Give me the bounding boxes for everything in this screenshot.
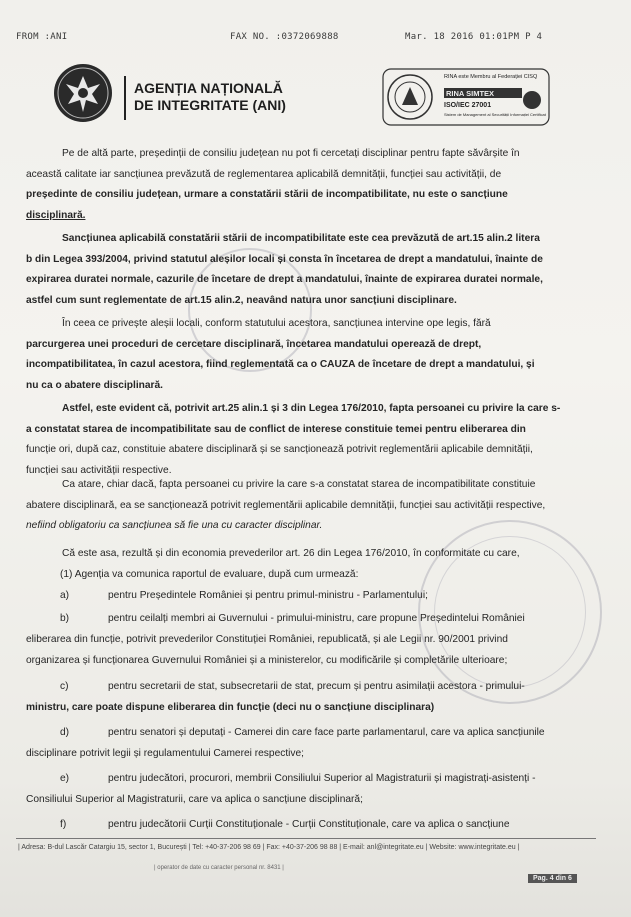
text-line: Astfel, este evident că, potrivit art.25 alin.1 și 3 din Legea 176/2010, fapta persoanei cu privire la care s- xyxy=(62,403,561,414)
cert-iso: ISO/IEC 27001 xyxy=(444,102,492,109)
text-line: nefiind obligatoriu ca sancțiunea să fie una cu caracter disciplinar. xyxy=(26,520,323,532)
list-item-label: e) xyxy=(60,773,70,784)
text-line: pentru Președintele României și pentru primul-ministru - Parlamentului; xyxy=(108,590,428,601)
cert-brand: RINA SIMTEX xyxy=(446,89,495,98)
footer-address: | Adresa: B-dul Lascăr Catargiu 15, sector 1, București | Tel: +40-37-206 98 69 | Fax: +40-37-206 98 88 | E-mail: anl@integritate.eu | Website: www.integritate.eu | xyxy=(18,844,520,851)
paragraph-1 xyxy=(26,144,606,226)
footer-divider xyxy=(16,838,596,839)
text-line: pentru secretarii de stat, subsecretarii de stat, precum și pentru asimilații acestora - primului- xyxy=(108,681,525,692)
fax-from: FROM :ANI xyxy=(16,32,68,42)
text-line: expirarea duratei normale, cazurile de încetare de drept a mandatului, înainte de expirarea duratei normale, xyxy=(26,274,543,286)
fax-date: Mar. 18 2016 01:01PM P 4 xyxy=(405,32,543,42)
text-line: abatere disciplinară, ea se sancționează potrivit reglementării aplicabile demnității, funcției sau activității respective, xyxy=(26,499,546,511)
fax-header xyxy=(16,32,591,44)
paragraph-5 xyxy=(26,475,606,537)
list-item-label: b) xyxy=(60,613,70,624)
text-line: parcurgerea unei proceduri de cercetare disciplinară, încetarea mandatului operează de drept, xyxy=(26,338,482,350)
text-line: a constatat starea de incompatibilitate sau de conflict de interese constituie temei pentru eliberarea din xyxy=(26,423,526,435)
paragraph-6 xyxy=(26,544,606,565)
document-page: FROM :ANI FAX NO. :0372069888 Mar. 18 2016 01:01PM P 4 AGENȚIA NAȚIONALĂ DE INTEGRITATE (ANI) RINA este Membru al Federației CISQ RINA SIMTEX ISO/IEC 27001 Sistem de Management al Securității Informației Certificat Pe de altă parte, președinții de consiliu județean nu pot fi cercetați disciplinar pentru fapte săvârșite în această calitate iar sancțiunea prevăzută de reglementarea aplicabilă demnității, funcției sau activității, de președinte de consiliu județean, urmare a constatării stării de incompatibilitate, nu este o sancțiune disciplinară. Sancțiunea aplicabilă constatării stării de incompatibilitate este cea prevăzută de art.15 alin.2 litera b din Legea 393/2004, privind statutul aleșilor locali și consta în încetarea de drept a mandatului, înainte de expirarea duratei normale, cazurile de încetare de drept a mandatului, înainte de expirarea duratei normale, astfel cum sunt reglementate de art.15 alin.2, neavând natura unor sancțiuni disciplinare. În ceea ce privește aleșii locali, conform statutului acestora, sancțiunea intervine ope legis, fără parcurgerea unei proceduri de cercetare disciplinară, încetarea mandatului operează de drept, incompatibilitatea, în cazul acestora, fiind reglementată ca o CAUZA de încetare de drept a mandatului, și nu ca o abatere disciplinară. Astfel, este evident că, potrivit art.25 alin.1 și 3 din Legea 176/2010, fapta persoanei cu privire la care s- a constatat starea de incompatibilitate sau de conflict de interese constituie temei pentru eliberarea din funcție ori, după caz, constituie abatere disciplinară și se sancționează potrivit reglementării aplicabile demnității, funcției sau activității respective. Ca atare, chiar dacă, fapta persoanei cu privire la care s-a constatat starea de incompatibilitate constituie abatere disciplinară, ea se sancționează potrivit reglementării aplicabile demnității, funcției sau activității respective, nefiind obligatoriu ca sancțiunea să fie una cu caracter disciplinar. Că este asa, rezultă și din economia prevederilor art. 26 din Legea 176/2010, în conformitate cu care, (1) Agenția va comunica raportul de evaluare, după cum urmează: a) pentru Președintele României și pentru primul-ministru - Parlamentului; b) pentru ceilalți membri ai Guvernului - primului-ministru, care propune Președintelui României eliberarea din funcție, potrivit prevederilor Constituției României, republicată, și ale Legii nr. 90/2001 privind organizarea și funcționarea Guvernului României și a ministerelor, cu modificările și completările ulterioare; c) pentru secretarii de stat, subsecretarii de stat, precum și pentru asimilații acestora - primului- ministru, care poate dispune eliberarea din funcție (deci nu o sancțiune disciplinara) d) pentru senatori și deputați - Camerei din care face parte parlamentarul, care va aplica sancțiunile disciplinare potrivit legii și regulamentului Camerei respective; e) pentru judecători, procurori, membrii Consiliului Superior al Magistraturii și magistrați-asistenți - Consiliului Superior al Magistraturii, care va aplica o sancțiune disciplinară; f) pentru judecătorii Curții Constituționale - Curții Constituționale, care va aplica o sancțiune | Adresa: B-dul Lascăr Catargiu 15, sector 1, București | Tel: +40-37-206 98 69 | Fax: +40-37-206 98 88 | E-mail: anl@integritate.eu | Website: www.integritate.eu | | operator de date cu caracter personal nr. 8431 | Pag. 4 din 6 xyxy=(0,0,631,917)
document-footer xyxy=(16,838,616,902)
text-line: funcției sau activității respective. xyxy=(26,464,172,476)
text-line: Că este asa, rezultă și din economia prevederilor art. 26 din Legea 176/2010, în conformitate cu care, xyxy=(62,548,520,559)
text-line: Consiliului Superior al Magistraturii, care va aplica o sancțiune disciplinară; xyxy=(26,794,363,805)
text-line: În ceea ce privește aleșii locali, conform statutului acestora, sancțiunea intervine ope legis, fără xyxy=(62,318,491,329)
text-line: pentru judecători, procurori, membrii Consiliului Superior al Magistraturii și magistrați-asistenți - xyxy=(108,773,536,784)
text-line: ministru, care poate dispune eliberarea din funcție (deci nu o sancțiune disciplinara) xyxy=(26,702,435,713)
cert-note: RINA este Membru al Federației CISQ xyxy=(444,74,538,80)
list-item-label: c) xyxy=(60,681,69,692)
paragraph-4 xyxy=(26,399,606,481)
ani-eagle-logo-icon xyxy=(52,62,114,124)
page-number-badge: Pag. 4 din 6 xyxy=(528,874,577,883)
agency-line-1: AGENȚIA NAȚIONALĂ xyxy=(134,80,283,96)
text-line: b din Legea 393/2004, privind statutul aleșilor locali și consta în încetarea de drept a mandatului, înainte de xyxy=(26,253,543,265)
text-line: organizarea și funcționarea Guvernului României și a ministerelor, cu modificările și completările ulterioare; xyxy=(26,655,508,666)
text-line: pentru senatori și deputați - Camerei din care face parte parlamentarul, care va aplica sancțiunile xyxy=(108,727,545,738)
list-item-label: a) xyxy=(60,590,70,601)
text-line: incompatibilitatea, în cazul acestora, fiind reglementată ca o CAUZA de încetare de drept a mandatului, și xyxy=(26,359,535,371)
text-line: eliberarea din funcție, potrivit prevederilor Constituției României, republicată, și ale Legii nr. 90/2001 privind xyxy=(26,634,508,645)
text-line: nu ca o abatere disciplinară. xyxy=(26,379,164,391)
paragraph-3 xyxy=(26,314,606,396)
text-line: astfel cum sunt reglementate de art.15 alin.2, neavând natura unor sancțiuni disciplinare. xyxy=(26,294,457,306)
list-item-label: f) xyxy=(60,819,67,830)
footer-operator: | operator de date cu caracter personal nr. 8431 | xyxy=(154,865,284,871)
text-line: Sancțiunea aplicabilă constatării stării de incompatibilitate este cea prevăzută de art.15 alin.2 litera xyxy=(62,233,540,244)
text-line: disciplinare potrivit legii și regulamentului Camerei respective; xyxy=(26,748,305,759)
text-line: disciplinară. xyxy=(26,209,86,221)
letterhead-divider xyxy=(124,76,126,120)
text-line: Ca atare, chiar dacă, fapta persoanei cu privire la care s-a constatat starea de incompatibilitate constituie xyxy=(62,479,536,490)
cert-iso-sub: Sistem de Management al Securității Informației Certificat xyxy=(444,112,546,117)
rina-certification xyxy=(382,68,550,126)
text-line: Pe de altă parte, președinții de consiliu județean nu pot fi cercetați disciplinar pentru fapte săvârșite în xyxy=(62,148,520,159)
fax-number: FAX NO. :0372069888 xyxy=(230,32,339,42)
text-line: președinte de consiliu județean, urmare a constatării stării de incompatibilitate, nu este o sancțiune xyxy=(26,189,508,201)
text-line: pentru ceilalți membri ai Guvernului - primului-ministru, care propune Președintelui României xyxy=(108,613,525,624)
text-line: această calitate iar sancțiunea prevăzută de reglementarea aplicabilă demnității, funcției sau activității, de xyxy=(26,168,502,180)
paragraph-2 xyxy=(26,229,606,311)
agency-line-2: DE INTEGRITATE (ANI) xyxy=(134,97,286,113)
list-item-label: d) xyxy=(60,727,70,738)
text-line: funcție ori, după caz, constituie abatere disciplinară și se sancționează potrivit reglementării aplicabile demnității, xyxy=(26,444,533,456)
agency-name xyxy=(134,80,286,114)
text-line: pentru judecătorii Curții Constituționale - Curții Constituționale, care va aplica o sancțiune xyxy=(108,819,510,830)
letterhead xyxy=(0,58,631,138)
